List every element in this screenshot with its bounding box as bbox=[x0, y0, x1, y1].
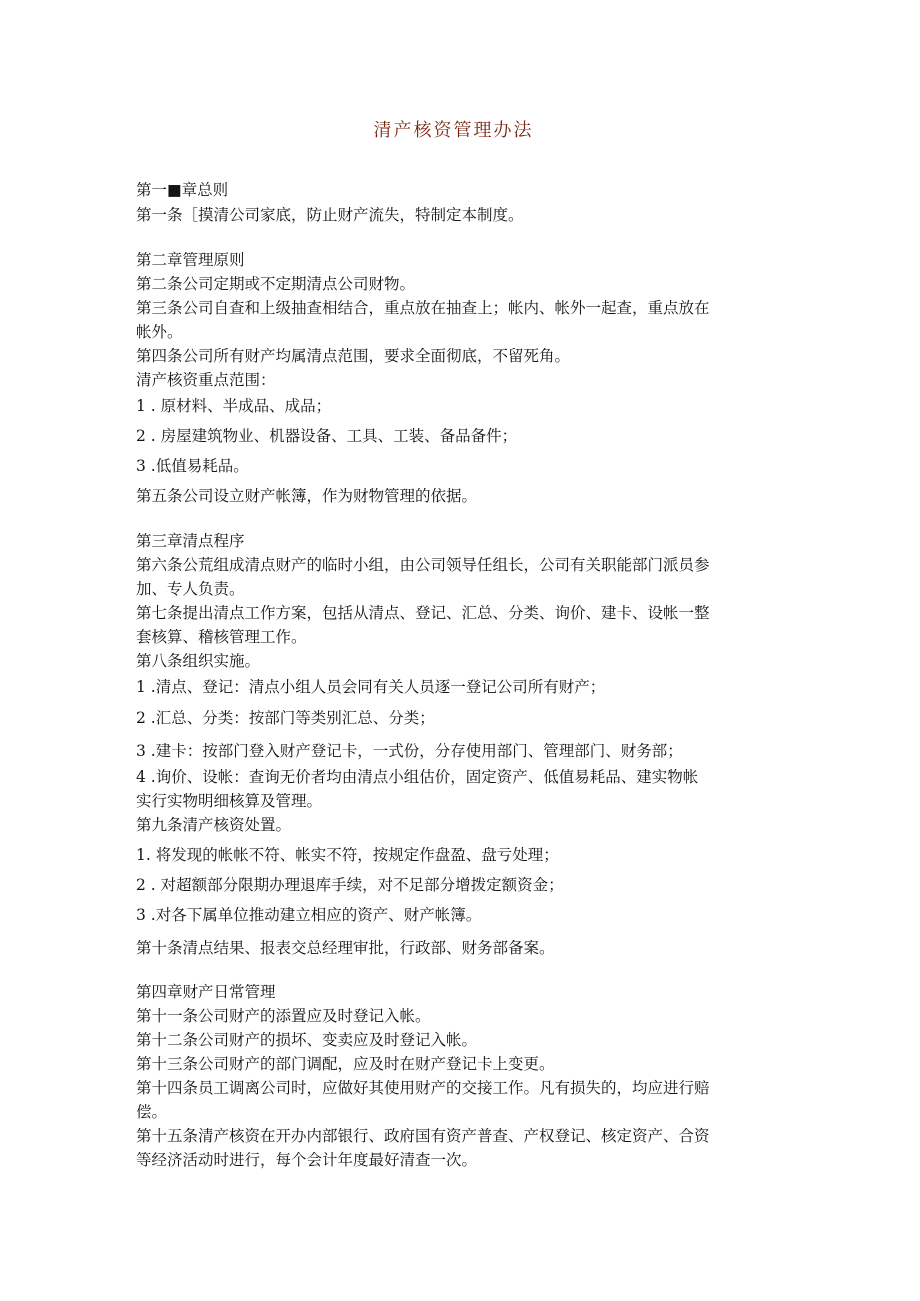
list-item: 2 .汇总、分类：按部门等类别汇总、分类； bbox=[136, 709, 435, 727]
article-line: 第十三条公司财产的部门调配，应及时在财产登记卡上变更。 bbox=[136, 1055, 555, 1073]
article-line: 第一条［摸清公司家底，防止财产流失，特制定本制度。 bbox=[136, 206, 524, 224]
article-line: 第十条清点结果、报表交总经理审批，行政部、财务部备案。 bbox=[136, 939, 555, 957]
article-line: 加、专人负责。 bbox=[136, 580, 245, 598]
article-line: 第十四条员工调离公司时，应做好其使用财产的交接工作。凡有损失的，均应进行赔 bbox=[136, 1079, 710, 1097]
article-line: 套核算、稽核管理工作。 bbox=[136, 628, 307, 646]
article-line: 第五条公司设立财产帐簿，作为财物管理的依据。 bbox=[136, 487, 478, 505]
chapter-heading: 第四章财产日常管理 bbox=[136, 983, 276, 1001]
article-line: 偿。 bbox=[136, 1103, 168, 1121]
list-item: 1 .清点、登记：清点小组人员会同有关人员逐一登记公司所有财产； bbox=[136, 678, 606, 696]
chapter-heading: 第二章管理原则 bbox=[136, 251, 245, 269]
article-line: 第十一条公司财产的添置应及时登记入帐。 bbox=[136, 1007, 431, 1025]
article-line: 第十二条公司财产的损坏、变卖应及时登记入帐。 bbox=[136, 1031, 478, 1049]
list-item: 3 .对各下属单位推动建立相应的资产、财产帐簿。 bbox=[136, 906, 482, 924]
list-item: 2 . 房屋建筑物业、机器设备、工具、工装、备品备件； bbox=[136, 427, 518, 445]
list-item: 4 .询价、设帐：查询无价者均由清点小组估价，固定资产、低值易耗品、建实物帐 bbox=[136, 768, 699, 786]
paragraph-line: 清产核资重点范围： bbox=[136, 371, 276, 389]
list-item: 3 .建卡：按部门登入财产登记卡，一式份，分存使用部门、管理部门、财务部； bbox=[136, 742, 683, 760]
list-item: 1. 将发现的帐帐不符、帐实不符，按规定作盘盈、盘亏处理； bbox=[136, 846, 559, 864]
article-line: 第四条公司所有财产均属清点范围，要求全面彻底，不留死角。 bbox=[136, 347, 571, 365]
document-title: 清产核资管理办法 bbox=[373, 120, 534, 141]
chapter-heading: 第三章清点程序 bbox=[136, 532, 245, 550]
list-item: 2 . 对超额部分限期办理退库手续，对不足部分增拨定额资金； bbox=[136, 876, 564, 894]
article-line: 第六条公荒组成清点财产的临时小组，由公司领导任组长，公司有关职能部门派员参 bbox=[136, 556, 710, 574]
article-line: 帐外。 bbox=[136, 323, 183, 341]
article-line: 第八条组织实施。 bbox=[136, 652, 261, 670]
article-line: 第三条公司自查和上级抽查相结合，重点放在抽查上；帐内、帐外一起查，重点放在 bbox=[136, 299, 710, 317]
article-line: 等经济活动时进行，每个会计年度最好清查一次。 bbox=[136, 1151, 478, 1169]
list-item: 实行实物明细核算及管理。 bbox=[136, 792, 323, 810]
article-line: 第十五条清产核资在开办内部银行、政府国有资产普查、产权登记、核定资产、合资 bbox=[136, 1127, 710, 1145]
list-item: 3 .低值易耗品。 bbox=[136, 457, 249, 475]
article-line: 第七条提出清点工作方案，包括从清点、登记、汇总、分类、询价、建卡、设帐一整 bbox=[136, 604, 710, 622]
chapter-heading: 第一■章总则 bbox=[136, 181, 229, 199]
list-item: 1 . 原材料、半成品、成品； bbox=[136, 397, 332, 415]
article-line: 第九条清产核资处置。 bbox=[136, 816, 292, 834]
article-line: 第二条公司定期或不定期清点公司财物。 bbox=[136, 275, 416, 293]
